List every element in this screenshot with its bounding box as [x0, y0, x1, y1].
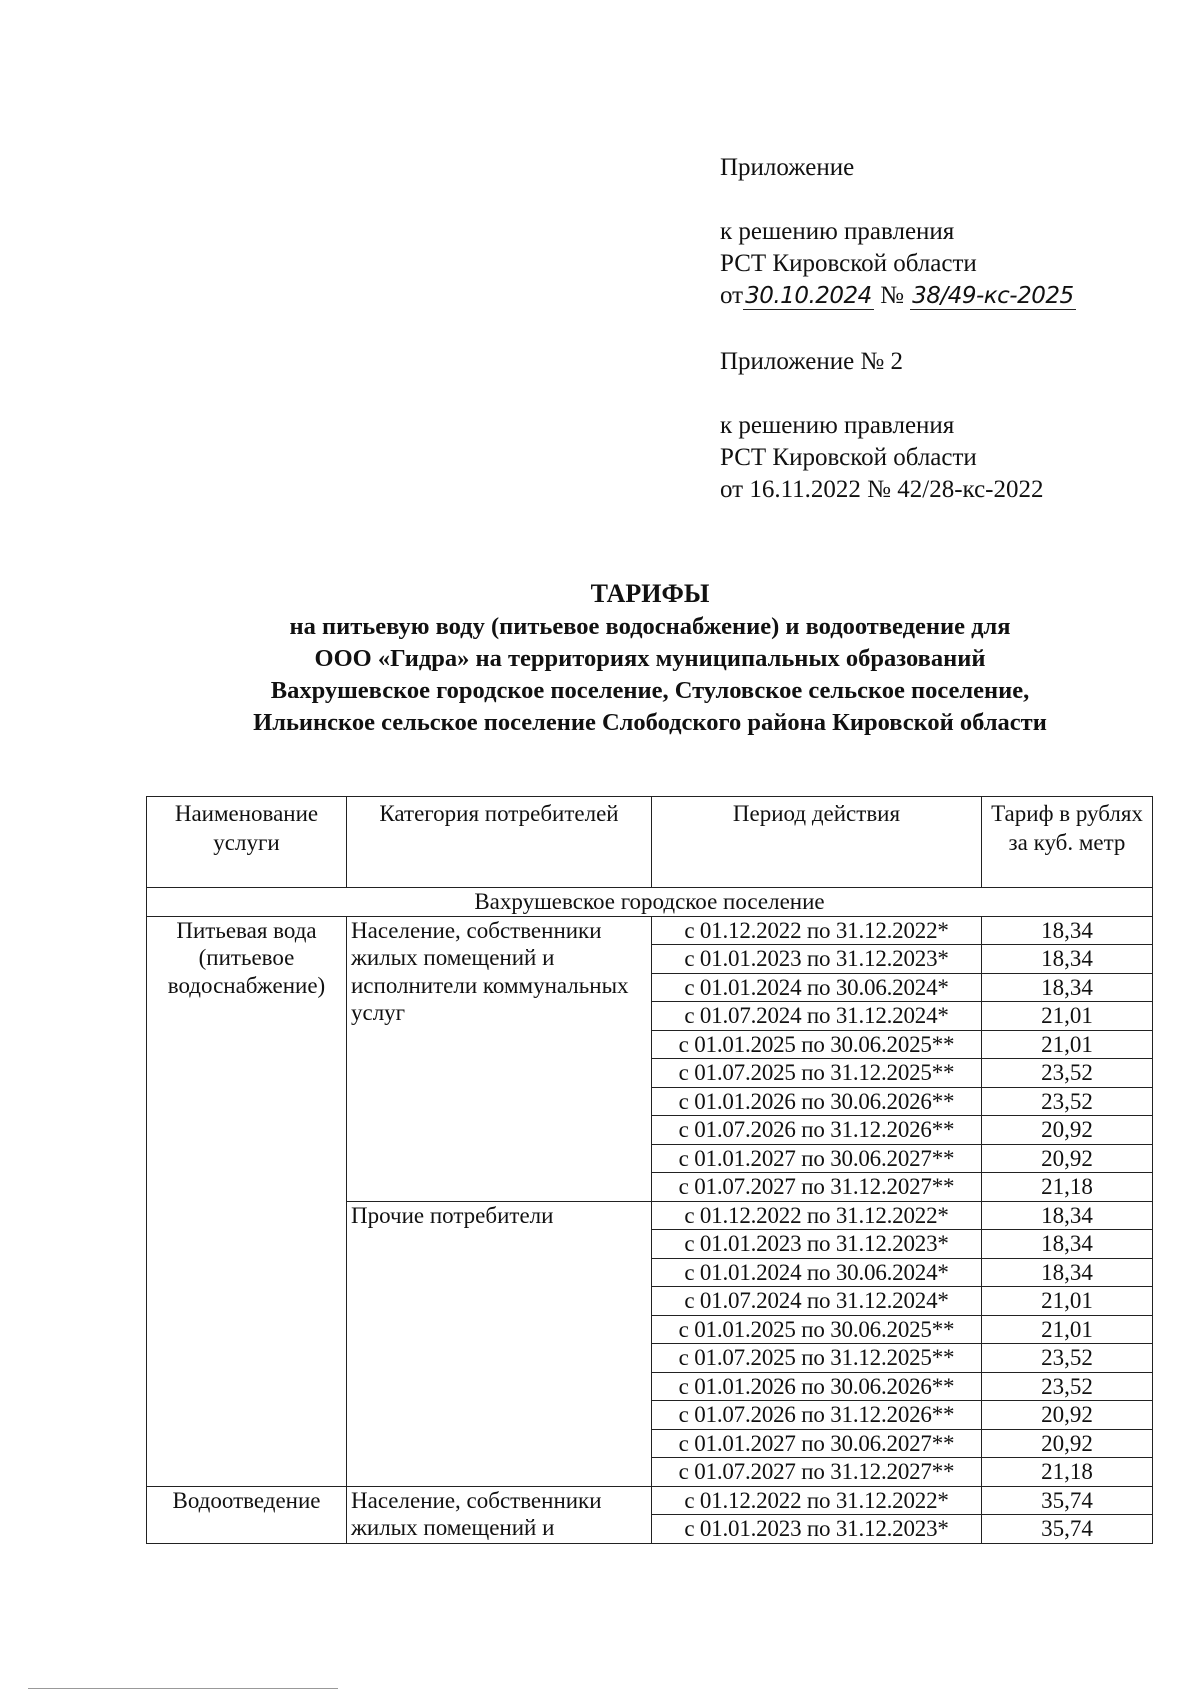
title-line4: Ильинское сельское поселение Слободского района Кировской области	[253, 709, 1047, 736]
period-cell: с 01.12.2022 по 31.12.2022*	[652, 916, 982, 945]
tariff-cell: 18,34	[982, 1201, 1153, 1230]
tariff-cell: 35,74	[982, 1515, 1153, 1544]
tariff-cell: 18,34	[982, 1258, 1153, 1287]
header-tariff: Тариф в рублях за куб. метр	[982, 797, 1153, 888]
tariff-cell: 21,18	[982, 1173, 1153, 1202]
header-category: Категория потребителей	[347, 797, 652, 888]
appendix-reference	[720, 216, 1076, 312]
header-period: Период действия	[652, 797, 982, 888]
title-main: ТАРИФЫ	[590, 579, 710, 608]
tariff-cell: 21,01	[982, 1287, 1153, 1316]
handwritten-number: 38/49-кс-2025	[912, 283, 1074, 309]
appendix-line3: РСТ Кировской области	[720, 250, 977, 277]
tariff-cell: 18,34	[982, 945, 1153, 974]
tariff-cell: 23,52	[982, 1059, 1153, 1088]
table-header-row	[147, 797, 1153, 888]
period-cell: с 01.07.2026 по 31.12.2026**	[652, 1401, 982, 1430]
period-cell: с 01.07.2026 по 31.12.2026**	[652, 1116, 982, 1145]
category-population: Население, собственники жилых помещений и исполнители коммунальных услуг	[347, 916, 652, 1201]
period-cell: с 01.01.2026 по 30.06.2026**	[652, 1087, 982, 1116]
appendix-line2: к решению правления	[720, 218, 955, 245]
period-cell: с 01.01.2026 по 30.06.2026**	[652, 1372, 982, 1401]
tariff-cell: 21,01	[982, 1002, 1153, 1031]
appendix-title: Приложение	[720, 154, 855, 181]
section-row	[147, 888, 1153, 917]
tariff-cell: 23,52	[982, 1344, 1153, 1373]
appendix2-line4: от 16.11.2022 № 42/28-кс-2022	[720, 476, 1044, 503]
section-title: Вахрушевское городское поселение	[147, 888, 1153, 917]
period-cell: с 01.01.2023 по 31.12.2023*	[652, 945, 982, 974]
from-label: от	[720, 282, 744, 309]
period-cell: с 01.01.2023 по 31.12.2023*	[652, 1515, 982, 1544]
tariff-cell: 23,52	[982, 1087, 1153, 1116]
handwritten-date: 30.10.2024	[745, 283, 872, 309]
appendix2-reference	[720, 410, 1044, 506]
appendix-date-line	[720, 280, 1076, 312]
tariff-cell: 18,34	[982, 916, 1153, 945]
footer-divider	[28, 1688, 338, 1689]
period-cell: с 01.07.2024 по 31.12.2024*	[652, 1287, 982, 1316]
appendix2-line2: к решению правления	[720, 412, 955, 439]
title-line1: на питьевую воду (питьевое водоснабжение) и водоотведение для	[289, 613, 1011, 640]
number-label: №	[880, 282, 904, 309]
tariff-cell: 35,74	[982, 1486, 1153, 1515]
document-title	[130, 578, 1170, 739]
title-line3: Вахрушевское городское поселение, Стуловское сельское поселение,	[270, 677, 1030, 704]
period-cell: с 01.01.2024 по 30.06.2024*	[652, 1258, 982, 1287]
tariff-cell: 20,92	[982, 1116, 1153, 1145]
period-cell: с 01.01.2023 по 31.12.2023*	[652, 1230, 982, 1259]
appendix2-title: Приложение № 2	[720, 348, 904, 375]
category-population-sewer: Население, собственники жилых помещений и	[347, 1486, 652, 1543]
period-cell: с 01.07.2027 по 31.12.2027**	[652, 1173, 982, 1202]
period-cell: с 01.12.2022 по 31.12.2022*	[652, 1201, 982, 1230]
period-cell: с 01.01.2025 по 30.06.2025**	[652, 1315, 982, 1344]
tariff-cell: 21,18	[982, 1458, 1153, 1487]
table-row	[147, 1486, 1153, 1515]
table-row	[147, 916, 1153, 945]
header-service: Наименование услуги	[147, 797, 347, 888]
service-water: Питьевая вода (питьевое водоснабжение)	[147, 916, 347, 1486]
tariffs-table	[146, 796, 1153, 1544]
period-cell: с 01.12.2022 по 31.12.2022*	[652, 1486, 982, 1515]
period-cell: с 01.07.2027 по 31.12.2027**	[652, 1458, 982, 1487]
appendix2-line3: РСТ Кировской области	[720, 444, 977, 471]
service-sewer: Водоотведение	[147, 1486, 347, 1543]
tariff-cell: 20,92	[982, 1401, 1153, 1430]
period-cell: с 01.07.2024 по 31.12.2024*	[652, 1002, 982, 1031]
tariff-cell: 23,52	[982, 1372, 1153, 1401]
category-other: Прочие потребители	[347, 1201, 652, 1486]
period-cell: с 01.01.2027 по 30.06.2027**	[652, 1144, 982, 1173]
tariff-cell: 18,34	[982, 1230, 1153, 1259]
tariff-cell: 21,01	[982, 1030, 1153, 1059]
tariff-cell: 20,92	[982, 1144, 1153, 1173]
title-line2: ООО «Гидра» на территориях муниципальных образований	[314, 645, 986, 672]
tariff-cell: 18,34	[982, 973, 1153, 1002]
period-cell: с 01.07.2025 по 31.12.2025**	[652, 1344, 982, 1373]
tariff-cell: 20,92	[982, 1429, 1153, 1458]
period-cell: с 01.07.2025 по 31.12.2025**	[652, 1059, 982, 1088]
tariff-cell: 21,01	[982, 1315, 1153, 1344]
period-cell: с 01.01.2027 по 30.06.2027**	[652, 1429, 982, 1458]
period-cell: с 01.01.2025 по 30.06.2025**	[652, 1030, 982, 1059]
period-cell: с 01.01.2024 по 30.06.2024*	[652, 973, 982, 1002]
